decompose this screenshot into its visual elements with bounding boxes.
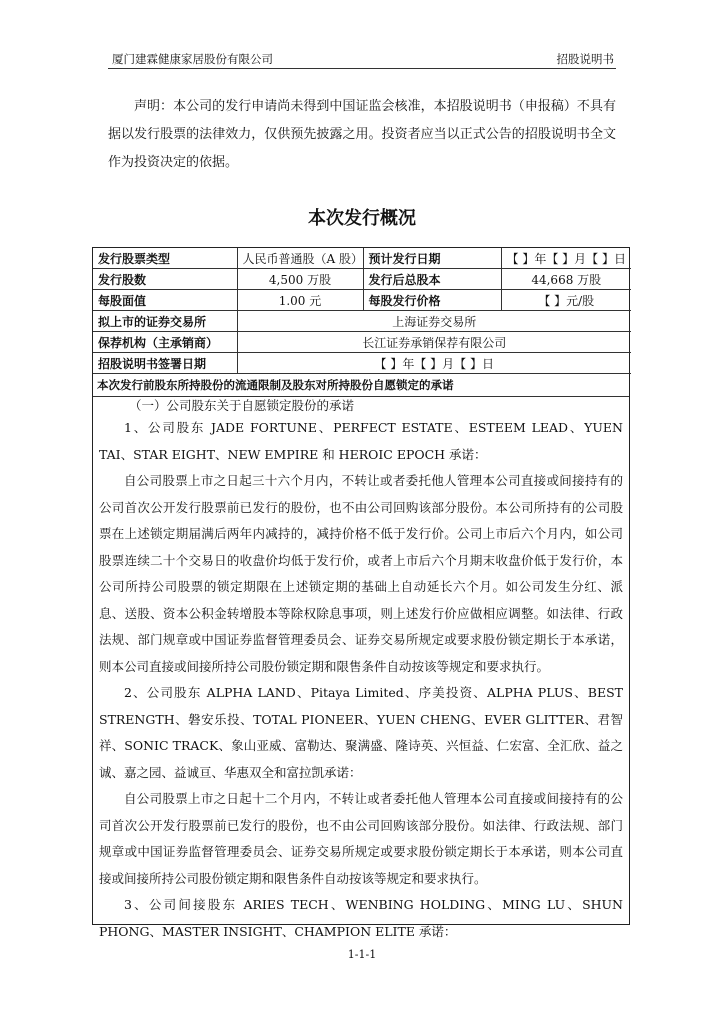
lockup-commitments	[93, 397, 629, 945]
total-shares-value: 44,668 万股	[501, 269, 631, 290]
stock-type-label: 发行股票类型	[93, 248, 237, 269]
issue-price-value: 【 】元/股	[501, 290, 631, 311]
offering-summary-frame	[92, 247, 630, 939]
page-header	[108, 48, 616, 69]
issue-date-label: 预计发行日期	[363, 248, 501, 269]
sponsor-label: 保荐机构（主承销商）	[93, 332, 237, 353]
table-row	[93, 332, 631, 353]
document-type: 招股说明书	[556, 52, 614, 66]
total-shares-label: 发行后总股本	[363, 269, 501, 290]
commitment-paragraph: 1、公司股东 JADE FORTUNE、PERFECT ESTATE、ESTEEM LEAD、YUEN TAI、STAR EIGHT、NEW EMPIRE 和 HEROIC EPOCH 承诺：	[99, 420, 623, 462]
disclaimer-statement: 声明：本公司的发行申请尚未得到中国证监会核准，本招股说明书（申报稿）不具有据以发行股票的法律效力，仅供预先披露之用。投资者应当以正式公告的招股说明书全文作为投资决定的依据。	[108, 99, 616, 170]
issue-price-label: 每股发行价格	[363, 290, 501, 311]
lockup-section-title: 本次发行前股东所持股份的流通限制及股东对所持股份自愿锁定的承诺	[93, 374, 629, 397]
company-name: 厦门建霖健康家居股份有限公司	[112, 52, 273, 66]
offering-info-table	[93, 248, 631, 374]
table-row	[93, 290, 631, 311]
commitment-paragraph: 自公司股票上市之日起三十六个月内，不转让或者委托他人管理本公司直接或间接持有的公司首次公开发行股票前已发行的股份，也不由公司回购该部分股份。本公司所持有的公司股票在上述锁定期届满后两年内减持的，减持价格不低于发行价。公司上市后六个月内，如公司股票连续二十个交易日的收盘价均低于发行价，或者上市后六个月期末收盘价低于发行价，本公司所持公司股票的锁定期限在上述锁定期的基础上自动延长六个月。如公司发生分红、派息、送股、资本公积金转增股本等除权除息事项，则上述发行价应做相应调整。如法律、行政法规、部门规章或中国证券监督管理委员会、证券交易所规定或要求股份锁定期长于本承诺，则本公司直接或间接所持公司股份锁定期和限售条件自动按该等规定和要求执行。	[99, 473, 623, 674]
page-number: 1-1-1	[347, 948, 377, 961]
sign-date-value: 【 】年【 】月【 】日	[237, 353, 631, 374]
table-row	[93, 311, 631, 332]
issue-date-value: 【 】年【 】月【 】日	[501, 248, 631, 269]
exchange-value: 上海证券交易所	[237, 311, 631, 332]
par-value-label: 每股面值	[93, 290, 237, 311]
table-row	[93, 353, 631, 374]
commitment-paragraph: 3、公司间接股东 ARIES TECH、WENBING HOLDING、MING LU、SHUN PHONG、MASTER INSIGHT、CHAMPION ELITE 承诺：	[99, 897, 623, 939]
table-row	[93, 248, 631, 269]
sponsor-value: 长江证券承销保荐有限公司	[237, 332, 631, 353]
table-row	[93, 269, 631, 290]
shares-issued-label: 发行股数	[93, 269, 237, 290]
commitment-paragraph: 自公司股票上市之日起十二个月内，不转让或者委托他人管理本公司直接或间接持有的公司首次公开发行股票前已发行的股份，也不由公司回购该部分股份。如法律、行政法规、部门规章或中国证券监督管理委员会、证券交易所规定或要求股份锁定期长于本承诺，则本公司直接或间接所持公司股份锁定期和限售条件自动按该等规定和要求执行。	[99, 791, 623, 886]
stock-type-value: 人民币普通股（A 股）	[237, 248, 363, 269]
sign-date-label: 招股说明书签署日期	[93, 353, 237, 374]
shares-issued-value: 4,500 万股	[237, 269, 363, 290]
commitment-paragraph: 2、公司股东 ALPHA LAND、Pitaya Limited、序美投资、ALPHA PLUS、BEST STRENGTH、磐安乐投、TOTAL PIONEER、YUEN CHENG、EVER GLITTER、君智祥、SONIC TRACK、象山亚威、富勒达、聚满盛、隆诗英、兴恒益、仁宏富、全汇欣、益之诚、嘉之园、益诚亘、华惠双全和富拉凯承诺：	[99, 685, 623, 780]
exchange-label: 拟上市的证券交易所	[93, 311, 237, 332]
section-title: 本次发行概况	[308, 208, 416, 229]
lockup-subtitle: （一）公司股东关于自愿锁定股份的承诺	[129, 398, 355, 413]
par-value-value: 1.00 元	[237, 290, 363, 311]
